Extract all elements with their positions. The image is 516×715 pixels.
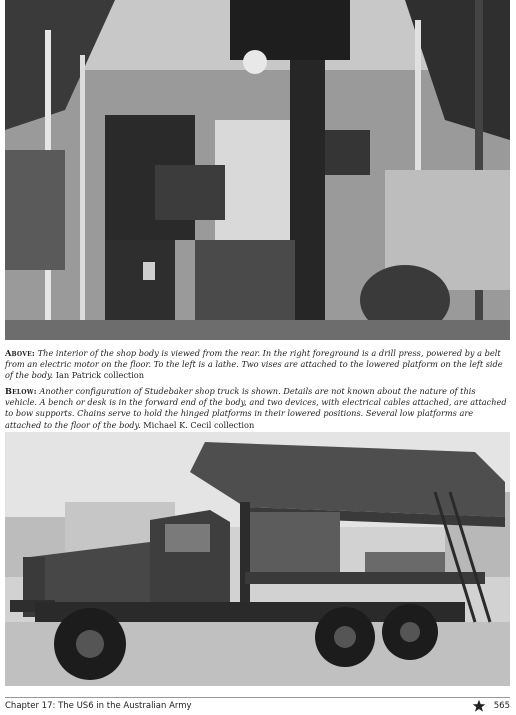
page-number: 565 [493, 701, 510, 711]
footer-chapter-title: Chapter 17: The US6 in the Australian Army [5, 701, 192, 711]
photo-shop-interior [5, 0, 510, 340]
shop-truck-image [5, 432, 510, 686]
photo-shop-truck [5, 432, 510, 686]
caption-below [5, 386, 508, 431]
caption-above-text: The interior of the shop body is viewed from the rear. In the right foreground is a drill press, powered by a belt from an electric motor on the floor. To the left is a lathe. Two vises are attached to the lowered platform on the left side of the body. [5, 348, 503, 381]
caption-below-text: Another configuration of Studebaker shop truck is shown. Details are not known about the nature of this vehicle. A bench or desk is in the forward end of the body, and two devices, with electrical cables attached, are attached to bow supports. Chains serve to hold the hinged platforms in their lowered positions. Several low platforms are attached to the floor of the body. [5, 386, 507, 430]
shop-interior-image [5, 0, 510, 340]
page-footer [5, 701, 510, 713]
footer-rule [5, 697, 510, 698]
caption-below-credit: Michael K. Cecil collection [143, 419, 255, 430]
caption-above-credit: Ian Patrick collection [55, 370, 145, 381]
caption-below-lead: Below: [5, 386, 37, 396]
star-icon [472, 699, 486, 713]
caption-above [5, 348, 508, 382]
caption-above-lead: Above: [5, 348, 36, 358]
